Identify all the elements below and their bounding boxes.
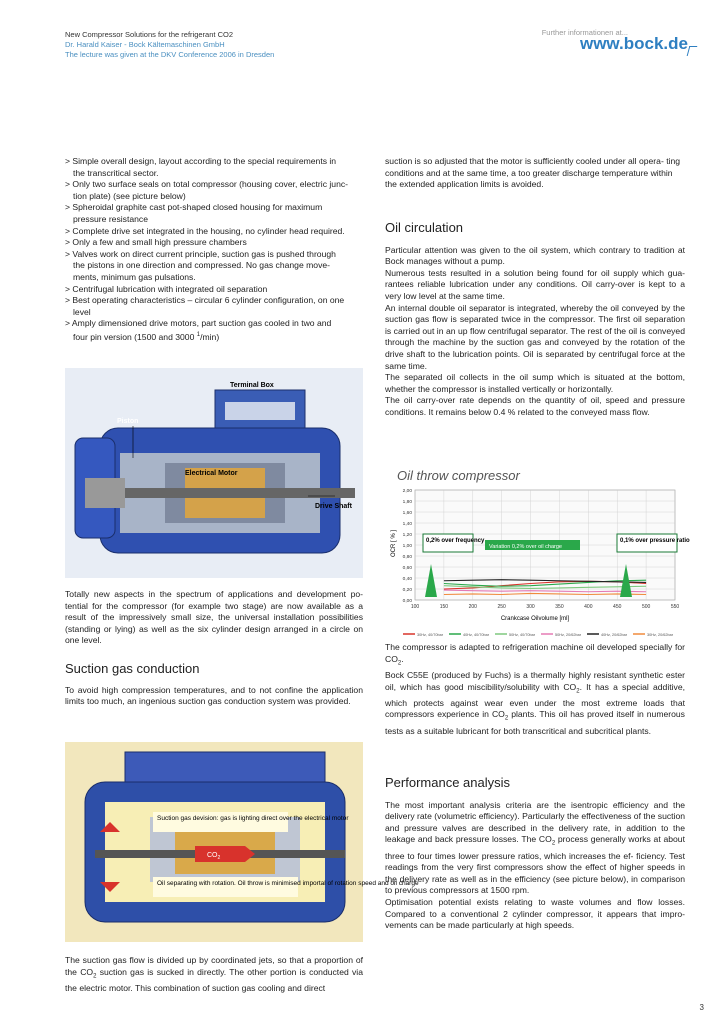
list-item: four pin version (1500 and 3000 $^1$/min)	[73, 331, 220, 342]
list-item: ments, minimum gas pulsations.	[73, 271, 196, 282]
oil-section	[385, 222, 685, 419]
y-tick-label: 1,80	[402, 500, 412, 505]
section-heading: Suction gas conduction	[65, 661, 200, 676]
oil-paragraph: The oil carry-over rate depends on the quantity of oil, speed and pressure conditions. It remains below 0.4 % related to the conveyed mass flow.	[385, 395, 685, 417]
brand-block	[541, 28, 688, 54]
y-tick-label: 2,00	[402, 489, 412, 494]
x-tick-label: 350	[555, 604, 564, 610]
oil-paragraph: The separated oil collects in the oil sump which is situated at the bottom, whether the compressor is installed vertically or horizontally.	[385, 372, 685, 394]
x-tick-label: 250	[497, 604, 506, 610]
co2-flow-label: $CO_2$	[207, 852, 221, 861]
list-item: the pistons in one direction and compressed. No gas change move-	[73, 260, 331, 271]
y-tick-label: 1,20	[402, 533, 412, 538]
x-tick-label: 550	[670, 604, 680, 610]
further-info-text: Further informationen at...	[541, 28, 628, 37]
lubricant-paragraph: The compressor is adapted to refrigeration machine oil developed specially for $CO_2$.	[385, 642, 685, 667]
x-tick-label: 500	[641, 604, 651, 610]
x-tick-label: 300	[526, 604, 535, 610]
chart-title: Oil throw compressor	[397, 468, 520, 483]
suction-gas-image	[65, 742, 419, 942]
cursor-icon	[687, 46, 698, 56]
suction-section	[65, 663, 363, 708]
x-tick-label: 200	[468, 604, 477, 610]
y-tick-label: 0,00	[402, 599, 412, 604]
header-title: New Compressor Solutions for the refrigerant CO2	[65, 30, 233, 39]
list-item: tion plate) (see picture below)	[73, 190, 186, 201]
page-number: 3	[699, 1003, 704, 1012]
drive-shaft-label: Drive Shaft	[315, 503, 352, 510]
annotation-frequency: 0,2% over frequency	[426, 538, 485, 544]
oil-paragraph: Particular attention was given to the oil system, which contrary to tradition at Bock manages without a pump.	[385, 244, 685, 267]
y-tick-label: 0,60	[402, 566, 412, 571]
performance-section	[385, 777, 685, 932]
oil-throw-chart	[385, 462, 690, 642]
division-label: Suction gas devision: gas is lighting direct over the electrical motor	[157, 815, 349, 822]
lubricant-section	[385, 642, 685, 737]
suction-continued-paragraph: suction is so adjusted that the motor is sufficiently cooled under all opera- ting conditions and at the same time, a too greater discharge temperature within the extended application limits is avoided.	[385, 156, 681, 190]
list-item: > Amply dimensioned drive motors, part suction gas cooled in two and	[65, 318, 332, 329]
website-link[interactable]: www.bock.de	[579, 34, 688, 53]
y-tick-label: 1,40	[402, 522, 412, 527]
applications-paragraph: Totally new aspects in the spectrum of applications and development po- tential for the compressor (for example two stage) are now available as a result of the impressively small size, the universal installation possibilities (standing or lying) as well as the six cylinder design arranged in a circle on one level.	[65, 589, 363, 646]
header-author: Dr. Harald Kaiser - Bock Kältemaschinen GmbH	[65, 40, 225, 49]
header-conference: The lecture was given at the DKV Conference 2006 in Dresden	[65, 50, 275, 59]
section-heading: Oil circulation	[385, 220, 464, 235]
list-item: > Centrifugal lubrication with integrated oil separation	[65, 283, 268, 294]
y-tick-label: 0,20	[402, 588, 412, 593]
oil-paragraph: Numerous tests resulted in a solution being found for oil supply which gua- rantees reliable lubrication under any conditions. Oil carry-over is kept to a very low level at the same time.	[385, 267, 685, 301]
x-axis-label: Crankcase Oilvolume [ml]	[500, 616, 570, 622]
oil-paragraph: An internal double oil separator is integrated, whereby the oil conveyed by the suction gas flow is separated twice in the compressor. The first oil separation is carried out in an up flow centrifugal separator. The rest of the oil is conveyed through the machine by the suction gas and conveyed by the rotation of the drive shaft to the lubrication points. Oil is separated by centrifugal force at the same time.	[385, 302, 685, 371]
list-item: level	[73, 306, 91, 317]
performance-paragraph: Optimisation potential exists relating to waste volumes and flow losses. Compared to a conventional 2 cylinder compressor, it appears that impro- vements can be made particularly at high speeds.	[385, 897, 685, 931]
piston-label: Piston	[117, 418, 139, 425]
section-heading: Performance analysis	[385, 775, 510, 790]
list-item: pressure resistance	[73, 213, 148, 224]
list-item: > Best operating characteristics – circular 6 cylinder configuration, on one	[65, 295, 345, 306]
lubricant-paragraph: Bock C55E (produced by Fuchs) is a thermally highly resistant synthetic ester oil, which has good miscibility/solubility with $CO_2$. It has a special additive, which protects against wear even under the most extreme loads that compressors experience in $CO_2$ plants. This oil has proved itself in numerous tests as a suitable lubricant for both transcritical and subcritical plants.	[385, 669, 685, 736]
document-header	[65, 30, 274, 60]
performance-paragraph: The most important analysis criteria are the isentropic efficiency and the delivery rate (volumetric efficiency). Particularly the effectiveness of the suction and pressure valves are described in the delivery rate, in addition to the leakage and back pressure losses. The $CO_2$ process generally works at about three to four times lower pressure ratios, which increases the ef- ficiency. Test readings from the very first compressors show the effect of higher speeds in the delivery rate as well as in the efficiency (see picture below), in comparison to previous compressors at 1500 rpm.	[385, 799, 685, 896]
oil-separating-label: Oil separating with rotation. Oil throw is minimised importal of rotation speed and oil charge	[157, 880, 419, 887]
y-axis-label: OCR [ % ]	[391, 529, 397, 557]
list-item: > Only two surface seals on total compressor (housing cover, electric junc-	[65, 179, 349, 190]
suction-flow-paragraph: The suction gas flow is divided up by coordinated jets, so that a proportion of the $CO_2$ suction gas is sucked in directly. The other portion is conducted via the electric motor. This combination of suction gas cooling and direct	[65, 955, 363, 993]
y-tick-label: 0,40	[402, 577, 412, 582]
terminal-box-label: Terminal Box	[230, 382, 274, 389]
electrical-motor-label: Electrical Motor	[185, 470, 238, 477]
list-item: > Only a few and small high pressure chambers	[65, 237, 247, 248]
annotation-variation: Variation 0,2% over oil charge	[489, 544, 562, 550]
list-item: > Simple overall design, layout according to the special requirements in	[65, 156, 337, 166]
x-tick-label: 150	[439, 604, 449, 610]
suction-paragraph: To avoid high compression temperatures, and to not confine the application limits too much, an ingenious suction gas conduction system was provided.	[65, 684, 363, 707]
legend-entry: 30Hz, 40/70bar	[417, 633, 443, 637]
x-tick-label: 450	[613, 604, 622, 610]
x-tick-label: 400	[584, 604, 593, 610]
legend-entry: 30Hz, 20/62bar	[647, 633, 673, 637]
annotation-pressure: 0,1% over pressure ratio	[620, 538, 690, 544]
compressor-cutaway-image	[65, 368, 363, 578]
list-item: > Valves work on direct current principle, suction gas is pushed through	[65, 248, 336, 259]
legend-entry: 50Hz, 20/62bar	[555, 633, 581, 637]
x-tick-label: 100	[410, 604, 420, 610]
feature-list	[65, 156, 363, 343]
legend-entry: 40Hz, 20/62bar	[601, 633, 627, 637]
legend-entry: 50Hz, 40/70bar	[509, 633, 535, 637]
list-item: > Spheroidal graphite cast pot-shaped closed housing for maximum	[65, 202, 323, 213]
legend-entry: 40Hz, 40/70bar	[463, 633, 489, 637]
list-item: the transcritical sector.	[73, 167, 159, 178]
y-tick-label: 1,00	[402, 544, 412, 549]
y-tick-label: 0,80	[402, 555, 412, 560]
list-item: > Complete drive set integrated in the housing, no cylinder head required.	[65, 225, 345, 236]
y-tick-label: 1,60	[402, 511, 412, 516]
